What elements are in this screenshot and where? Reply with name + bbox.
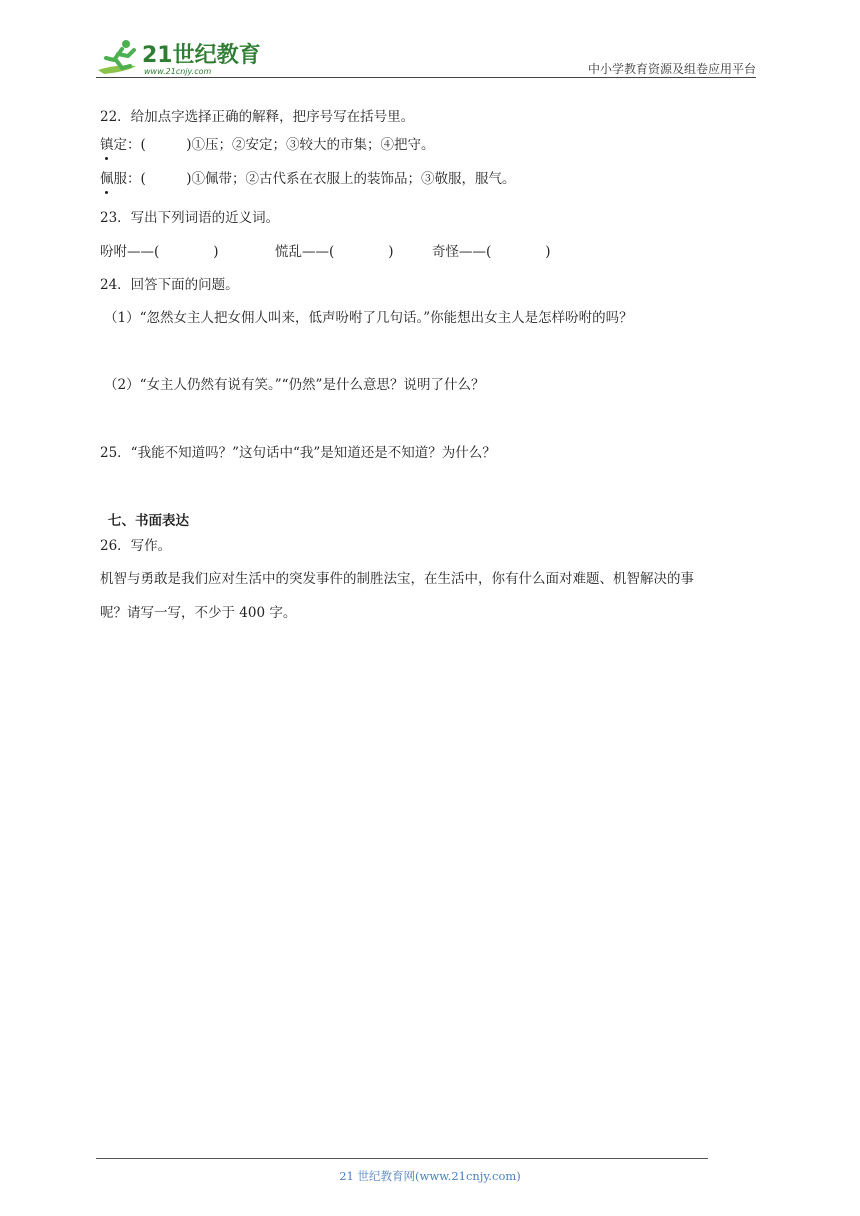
logo-title: 21世纪教育 <box>142 43 261 68</box>
q22-line2-dotted-char: 佩 <box>100 171 114 187</box>
q23-item-3: 奇怪——( ) <box>432 244 551 260</box>
q22-line1-text: 定：( )①压；②安定；③较大的市集；④把守。 <box>113 137 435 153</box>
q25-stem: 25．“我能不知道吗？”这句话中“我”是知道还是不知道？为什么？ <box>100 445 496 461</box>
q23-item-2: 慌乱——( ) <box>275 244 394 260</box>
site-logo <box>96 36 266 78</box>
q23-stem: 23．写出下列词语的近义词。 <box>100 210 280 226</box>
footer-divider <box>96 1158 708 1159</box>
q26-prompt-line-1: 机智与勇敢是我们应对生活中的突发事件的制胜法宝，在生活中，你有什么面对难题、机智解决的事 <box>100 571 694 587</box>
section-7-title: 七、书面表达 <box>108 513 189 529</box>
q24-sub-1: （1）“忽然女主人把女佣人叫来，低声吩咐了几句话。”你能想出女主人是怎样吩咐的吗？ <box>104 310 633 326</box>
header-divider <box>96 77 756 78</box>
q26-stem: 26．写作。 <box>100 538 172 554</box>
q22-line1-dotted-char: 镇 <box>100 137 114 153</box>
footer-link[interactable]: 21 世纪教育网(www.21cnjy.com) <box>339 1169 521 1183</box>
q24-sub-2: （2）“女主人仍然有说有笑。”“仍然”是什么意思？说明了什么？ <box>104 377 485 393</box>
q23-item-1: 吩咐——( ) <box>100 244 219 260</box>
logo-url: www.21cnjy.com <box>144 67 212 76</box>
q24-stem: 24．回答下面的问题。 <box>100 277 239 293</box>
q22-line2-text: 服：( )①佩带；②古代系在衣服上的装饰品；③敬服，服气。 <box>113 171 516 187</box>
q26-prompt-line-2: 呢？请写一写，不少于 400 字。 <box>100 605 297 621</box>
q22-line1 <box>100 136 435 154</box>
q22-line2 <box>100 170 516 188</box>
header-tagline: 中小学教育资源及组卷应用平台 <box>587 62 756 76</box>
runner-logo-icon <box>96 36 266 78</box>
q22-stem: 22．给加点字选择正确的解释，把序号写在括号里。 <box>100 109 415 125</box>
